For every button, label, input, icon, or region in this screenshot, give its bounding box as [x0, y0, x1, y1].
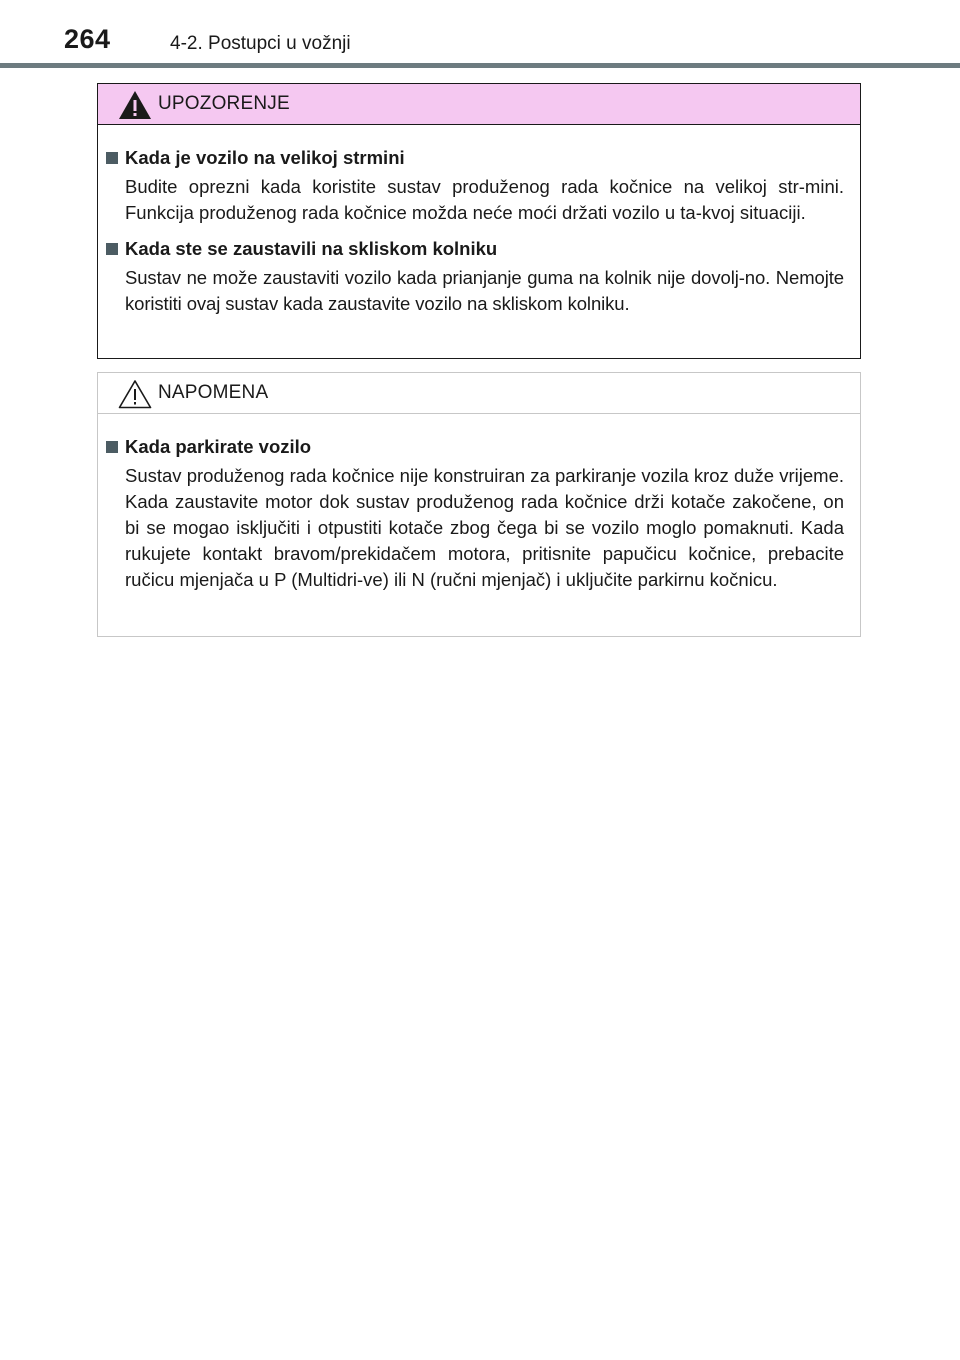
- warning-item-steep-slope: [106, 145, 844, 226]
- warning-item-text: Sustav ne može zaustaviti vozilo kada prianjanje guma na kolnik nije dovolj-no. Nemojte koristiti ovaj sustav kada zaustavite vozilo na skliskom kolniku.: [125, 267, 844, 314]
- notice-box: [97, 372, 861, 637]
- section-title: 4-2. Postupci u vožnji: [170, 33, 351, 54]
- page-number: 264: [64, 24, 111, 54]
- notice-box-body: [98, 414, 860, 593]
- notice-item-parking: [106, 434, 844, 593]
- warning-item-slippery-road: [106, 236, 844, 317]
- warning-triangle-filled-icon: [118, 90, 152, 120]
- notice-item-text: Sustav produženog rada kočnice nije konstruiran za parkiranje vozila kroz duže vrijeme. Kada zaustavite motor dok sustav produženog rada kočnice drži kotače zakočene, on bi se mogao isključiti i otpustiti kotače zbog čega bi se vozilo moglo pomaknuti. Kada rukujete kontakt bravom/prekidačem motora, pritisnite papučicu kočnice, prebacite ručicu mjenjača u P (Multidri-ve) ili N (ručni mjenjač) i uključite parkirnu kočnicu.: [125, 465, 844, 590]
- warning-box-header: [98, 84, 860, 125]
- warning-item-title: [106, 236, 844, 262]
- warning-label: UPOZORENJE: [158, 93, 290, 114]
- square-bullet-icon: [106, 152, 118, 164]
- warning-item-title: [106, 145, 844, 171]
- notice-label: NAPOMENA: [158, 382, 269, 403]
- square-bullet-icon: [106, 243, 118, 255]
- warning-box: [97, 83, 861, 359]
- header-rule: [0, 63, 960, 68]
- square-bullet-icon: [106, 441, 118, 453]
- page-header: [0, 0, 960, 70]
- warning-item-title-text: Kada je vozilo na velikoj strmini: [125, 147, 405, 168]
- notice-item-title-text: Kada parkirate vozilo: [125, 436, 312, 457]
- warning-box-body: [98, 125, 860, 317]
- warning-item-text: Budite oprezni kada koristite sustav produženog rada kočnice na velikoj str-mini. Funkcija produženog rada kočnice možda neće moći držati vozilo u ta-kvoj situaciji.: [125, 176, 844, 223]
- warning-item-title-text: Kada ste se zaustavili na skliskom kolniku: [125, 238, 498, 259]
- caution-triangle-outline-icon: [118, 379, 152, 409]
- notice-item-title: [106, 434, 844, 460]
- notice-box-header: [98, 373, 860, 414]
